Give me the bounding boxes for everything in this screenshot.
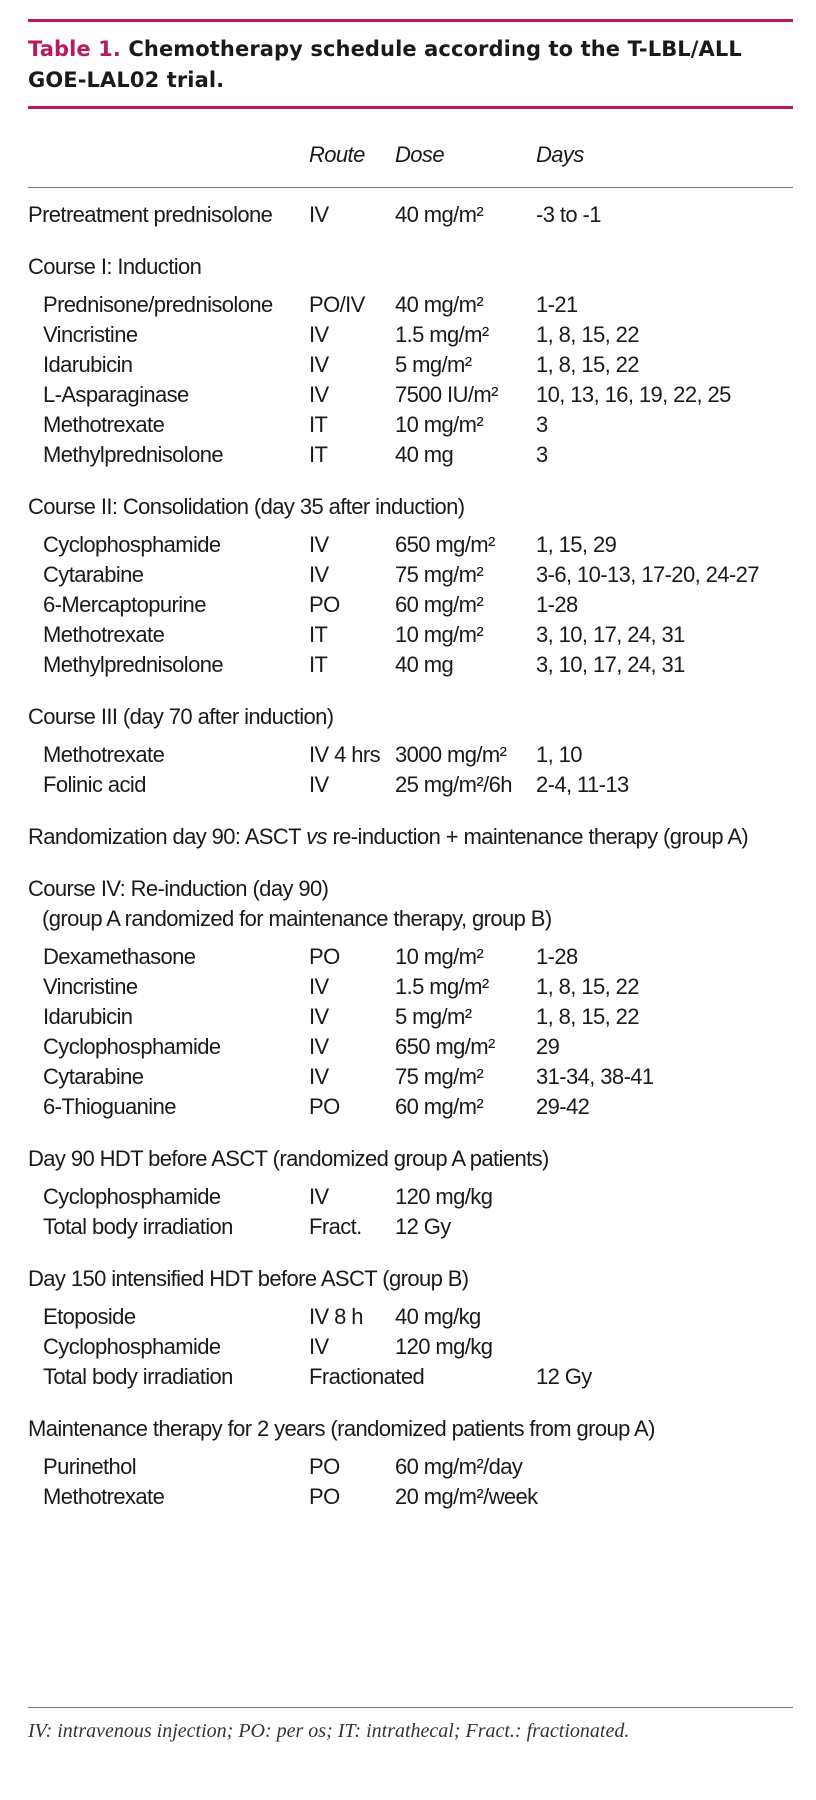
row-route: IT <box>309 442 328 467</box>
section-heading-row <box>28 1264 793 1294</box>
table-row <box>28 1212 793 1242</box>
table-header <box>28 142 793 172</box>
table-row <box>28 1062 793 1092</box>
header-rule <box>28 187 793 188</box>
row-dose: 40 mg <box>395 652 454 677</box>
row-gap <box>28 230 793 252</box>
row-name: 6-Mercaptopurine <box>43 592 206 617</box>
row-name: Cyclophosphamide <box>43 1184 221 1209</box>
row-days: 3 <box>536 442 548 467</box>
row-name: Methotrexate <box>43 1484 165 1509</box>
row-route: IV <box>309 322 329 347</box>
row-gap-small <box>28 732 793 740</box>
row-route: PO <box>309 1484 340 1509</box>
row-name-part: re-induction + maintenance therapy (group A) <box>326 824 749 849</box>
row-route: IV <box>309 1034 329 1059</box>
row-name: L-Asparaginase <box>43 382 189 407</box>
row-dose: 40 mg/m² <box>395 292 484 317</box>
row-name: Vincristine <box>43 974 138 999</box>
row-route: IT <box>309 622 328 647</box>
row-route: IV <box>309 352 329 377</box>
row-name: Folinic acid <box>43 772 146 797</box>
row-dose: 40 mg <box>395 442 454 467</box>
row-route: IV <box>309 202 329 227</box>
row-route: IV <box>309 1004 329 1029</box>
table-row <box>28 822 793 852</box>
row-dose: 40 mg/kg <box>395 1304 481 1329</box>
row-route: IT <box>309 652 328 677</box>
row-days: 1-21 <box>536 292 578 317</box>
section-heading-row <box>28 702 793 732</box>
header-route: Route <box>309 142 365 167</box>
caption-rule <box>28 106 793 109</box>
row-days: 31-34, 38-41 <box>536 1064 654 1089</box>
row-route: IV <box>309 382 329 407</box>
row-dose: 60 mg/m² <box>395 592 484 617</box>
row-dose: 20 mg/m²/week <box>395 1484 538 1509</box>
row-dose: 60 mg/m²/day <box>395 1454 523 1479</box>
row-name: Cyclophosphamide <box>43 1334 221 1359</box>
table-footnote: IV: intravenous injection; PO: per os; IT: intrathecal; Fract.: fractionated. <box>28 1720 630 1742</box>
row-name: Total body irradiation <box>43 1214 233 1239</box>
row-dose: 60 mg/m² <box>395 1094 484 1119</box>
table-title: Chemotherapy schedule according to the T-LBL/ALL GOE-LAL02 trial. <box>28 37 742 92</box>
table-row <box>28 1332 793 1362</box>
table-row <box>28 590 793 620</box>
table-caption <box>28 34 788 96</box>
row-name: Pretreatment prednisolone <box>28 202 273 227</box>
table-row <box>28 972 793 1002</box>
row-name: Total body irradiation <box>43 1364 233 1389</box>
table-row <box>28 942 793 972</box>
row-route: IT <box>309 412 328 437</box>
row-gap <box>28 1122 793 1144</box>
row-dose: 120 mg/kg <box>395 1184 493 1209</box>
row-name: 6-Thioguanine <box>43 1094 176 1119</box>
row-dose: 75 mg/m² <box>395 562 484 587</box>
row-dose: 3000 mg/m² <box>395 742 507 767</box>
table-row <box>28 530 793 560</box>
row-dose: 650 mg/m² <box>395 532 495 557</box>
row-name: Prednisone/prednisolone <box>43 292 273 317</box>
row-gap-small <box>28 1294 793 1302</box>
header-days: Days <box>536 142 584 167</box>
row-gap-small <box>28 934 793 942</box>
table-row <box>28 200 793 230</box>
row-days: 3, 10, 17, 24, 31 <box>536 652 685 677</box>
row-name: Dexamethasone <box>43 944 196 969</box>
row-days: 2-4, 11-13 <box>536 772 629 797</box>
row-name: Methylprednisolone <box>43 652 223 677</box>
row-route: IV <box>309 1184 329 1209</box>
row-dose: 120 mg/kg <box>395 1334 493 1359</box>
row-days: 10, 13, 16, 19, 22, 25 <box>536 382 731 407</box>
row-route: IV 4 hrs <box>309 742 381 767</box>
table-row <box>28 290 793 320</box>
header-dose: Dose <box>395 142 444 167</box>
row-days: -3 to -1 <box>536 202 601 227</box>
row-gap <box>28 470 793 492</box>
row-route: IV <box>309 562 329 587</box>
row-gap <box>28 852 793 874</box>
row-gap-small <box>28 1444 793 1452</box>
row-name: Day 150 intensified HDT before ASCT (group B) <box>28 1266 469 1291</box>
row-name-part: Randomization day 90: ASCT <box>28 824 307 849</box>
row-name: Methylprednisolone <box>43 442 223 467</box>
row-route: IV <box>309 1064 329 1089</box>
row-dose: 7500 IU/m² <box>395 382 498 407</box>
row-days: 3, 10, 17, 24, 31 <box>536 622 685 647</box>
row-days: 1-28 <box>536 944 578 969</box>
table-row <box>28 410 793 440</box>
table-row <box>28 1002 793 1032</box>
section-heading-row <box>28 1414 793 1444</box>
table-row <box>28 1092 793 1122</box>
row-route: IV <box>309 1334 329 1359</box>
table-row <box>28 350 793 380</box>
table-row <box>28 740 793 770</box>
row-gap-small <box>28 522 793 530</box>
row-dose: 12 Gy <box>395 1214 451 1239</box>
table-row <box>28 650 793 680</box>
table-row <box>28 1182 793 1212</box>
row-route: PO <box>309 1094 340 1119</box>
row-name: Day 90 HDT before ASCT (randomized group A patients) <box>28 1146 549 1171</box>
row-dose: 10 mg/m² <box>395 944 484 969</box>
row-dose: 10 mg/m² <box>395 622 484 647</box>
table-body <box>28 200 793 1512</box>
row-name: Cytarabine <box>43 1064 144 1089</box>
row-name <box>28 822 748 852</box>
table-row <box>28 560 793 590</box>
table-row <box>28 620 793 650</box>
row-name: Cyclophosphamide <box>43 1034 221 1059</box>
row-days: 3-6, 10-13, 17-20, 24-27 <box>536 562 759 587</box>
row-route: Fract. <box>309 1214 362 1239</box>
row-name: Methotrexate <box>43 412 165 437</box>
row-name: Course II: Consolidation (day 35 after induction) <box>28 494 465 519</box>
table-row <box>28 380 793 410</box>
row-days: 1-28 <box>536 592 578 617</box>
row-dose: 25 mg/m²/6h <box>395 772 512 797</box>
row-name: Course IV: Re-induction (day 90) <box>28 876 329 901</box>
row-name: Idarubicin <box>43 1004 133 1029</box>
table-row <box>28 320 793 350</box>
row-name: Methotrexate <box>43 742 165 767</box>
row-dose: 75 mg/m² <box>395 1064 484 1089</box>
row-gap <box>28 1242 793 1264</box>
row-name: Etoposide <box>43 1304 136 1329</box>
table-row <box>28 1032 793 1062</box>
row-gap <box>28 1392 793 1414</box>
table-row <box>28 1452 793 1482</box>
row-route: IV 8 h <box>309 1304 363 1329</box>
row-days: 1, 10 <box>536 742 582 767</box>
row-name: Maintenance therapy for 2 years (randomized patients from group A) <box>28 1416 655 1441</box>
row-days: 1, 8, 15, 22 <box>536 322 639 347</box>
section-heading-row <box>28 492 793 522</box>
row-name: Course III (day 70 after induction) <box>28 704 334 729</box>
row-name: Cytarabine <box>43 562 144 587</box>
section-heading-row <box>28 1144 793 1174</box>
row-dose: 5 mg/m² <box>395 352 472 377</box>
row-dose: 5 mg/m² <box>395 1004 472 1029</box>
row-days: 1, 8, 15, 22 <box>536 1004 639 1029</box>
table-row <box>28 1302 793 1332</box>
row-route: PO <box>309 944 340 969</box>
section-heading-row <box>28 874 793 904</box>
section-heading-row <box>28 252 793 282</box>
row-name: Idarubicin <box>43 352 133 377</box>
row-route: PO <box>309 592 340 617</box>
table-label: Table 1. <box>28 37 121 61</box>
row-route: Fractionated <box>309 1364 425 1389</box>
table-row <box>28 770 793 800</box>
row-name: Methotrexate <box>43 622 165 647</box>
row-dose: 40 mg/m² <box>395 202 484 227</box>
row-days: 29 <box>536 1034 560 1059</box>
row-dose: 10 mg/m² <box>395 412 484 437</box>
section-note: (group A randomized for maintenance therapy, group B) <box>42 906 552 931</box>
row-days: 1, 8, 15, 22 <box>536 352 639 377</box>
top-accent-rule <box>28 19 793 22</box>
row-dose: 1.5 mg/m² <box>395 322 489 347</box>
table-row <box>28 1482 793 1512</box>
row-name-italic: vs <box>306 824 327 849</box>
row-route: PO/IV <box>309 292 365 317</box>
footer-rule <box>28 1707 793 1708</box>
row-gap <box>28 680 793 702</box>
row-name: Vincristine <box>43 322 138 347</box>
row-gap-small <box>28 282 793 290</box>
row-days: 3 <box>536 412 548 437</box>
row-days: 29-42 <box>536 1094 590 1119</box>
row-gap-small <box>28 1174 793 1182</box>
row-days: 12 Gy <box>536 1364 592 1389</box>
row-name: Course I: Induction <box>28 254 202 279</box>
row-dose: 1.5 mg/m² <box>395 974 489 999</box>
row-route: IV <box>309 772 329 797</box>
row-route: IV <box>309 974 329 999</box>
row-gap <box>28 800 793 822</box>
row-name: Purinethol <box>43 1454 137 1479</box>
table-row <box>28 440 793 470</box>
row-route: PO <box>309 1454 340 1479</box>
row-dose: 650 mg/m² <box>395 1034 495 1059</box>
table-row <box>28 1362 793 1392</box>
row-days: 1, 8, 15, 22 <box>536 974 639 999</box>
row-name: Cyclophosphamide <box>43 532 221 557</box>
row-route: IV <box>309 532 329 557</box>
row-days: 1, 15, 29 <box>536 532 617 557</box>
